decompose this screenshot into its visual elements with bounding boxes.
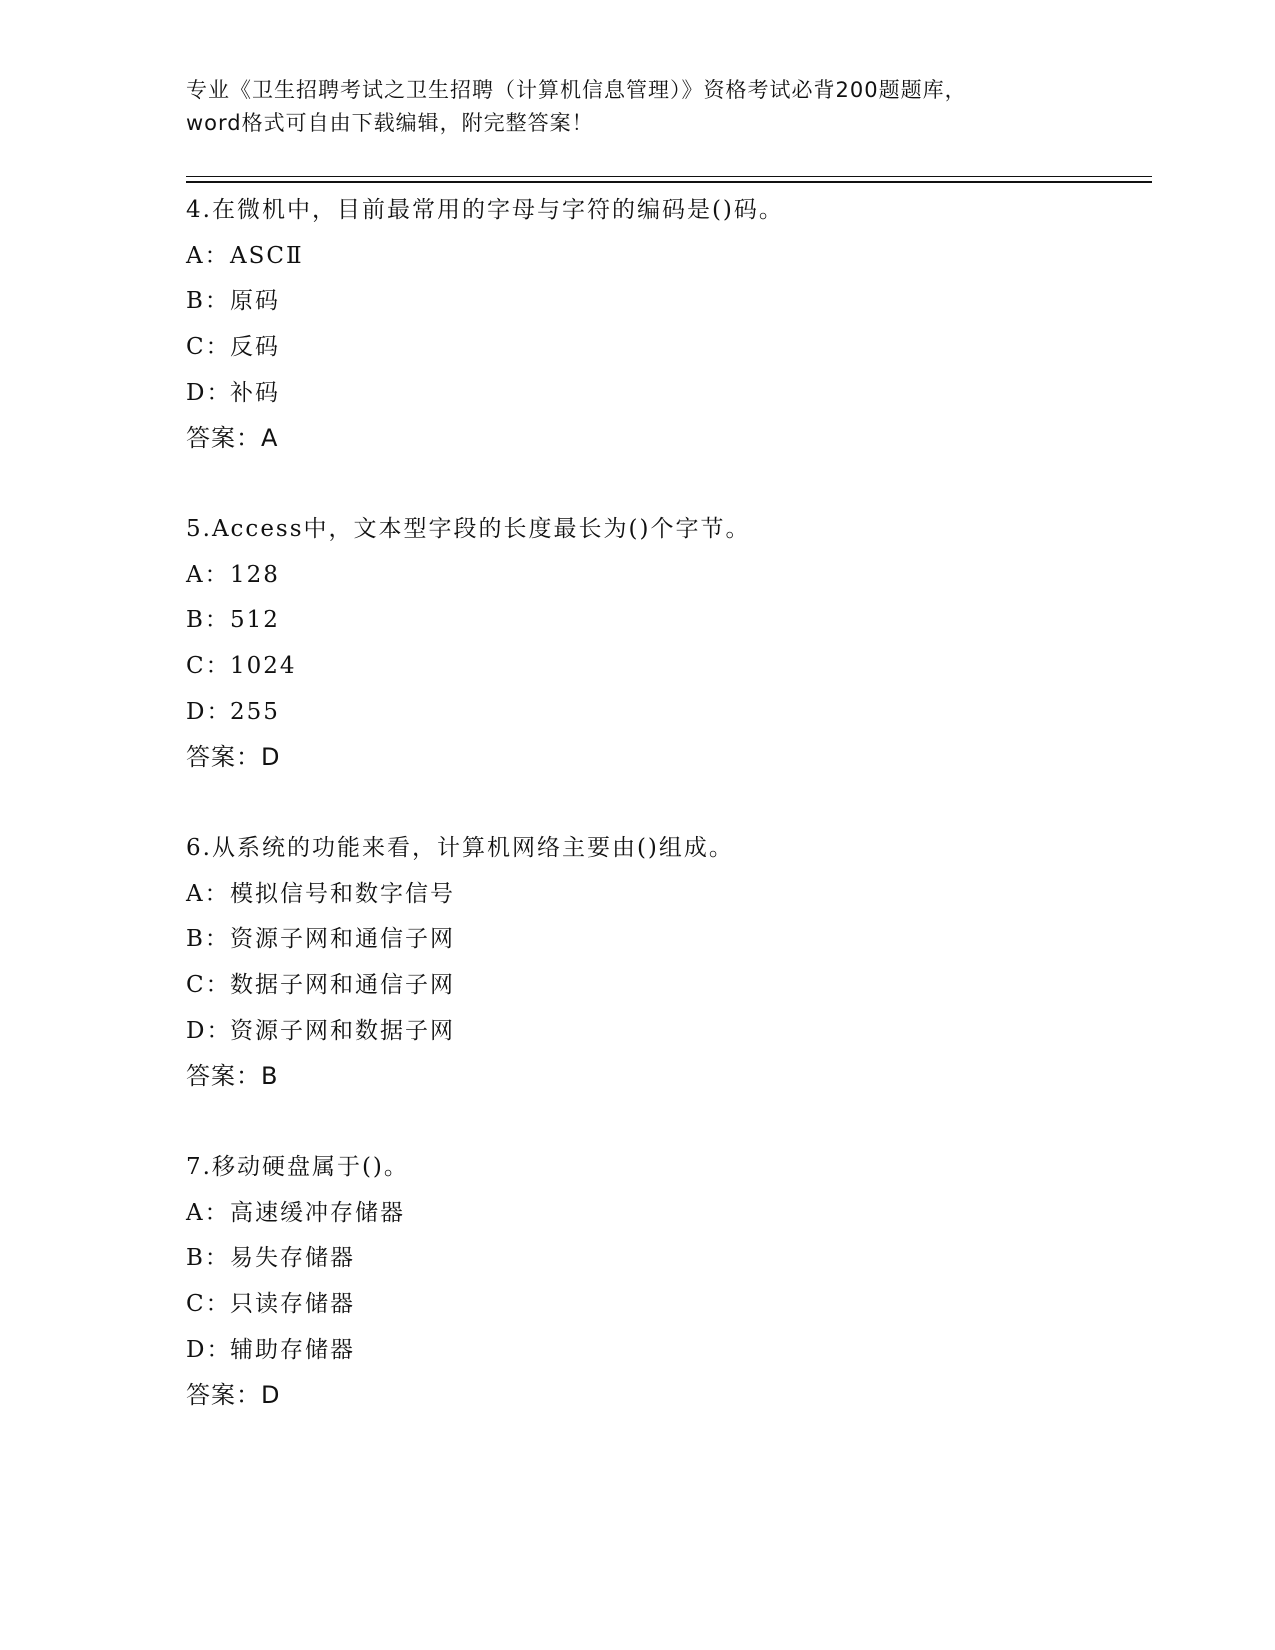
option-b	[186, 917, 1146, 963]
question-block	[186, 188, 1146, 462]
option-label: C：	[186, 972, 231, 999]
option-label: D：	[186, 1017, 232, 1044]
option-text: 1024	[230, 653, 297, 680]
option-text: 原码	[230, 288, 280, 315]
option-c	[186, 644, 1146, 690]
option-text: 只读存储器	[230, 1291, 355, 1318]
option-label: B：	[186, 288, 230, 315]
header-line-2: word格式可自由下载编辑，附完整答案！	[186, 111, 594, 135]
option-a	[186, 234, 1146, 280]
option-d	[186, 371, 1146, 417]
option-c	[186, 325, 1146, 371]
answer-line: 答案：D	[186, 743, 281, 772]
option-label: C：	[186, 653, 231, 680]
question-block	[186, 1145, 1146, 1419]
option-text: ASCⅡ	[230, 242, 304, 269]
answer-line: 答案：B	[186, 1062, 279, 1091]
option-a	[186, 553, 1146, 599]
option-text: 易失存储器	[230, 1245, 355, 1272]
option-label: C：	[186, 334, 231, 361]
option-label: A：	[186, 242, 230, 269]
question-block	[186, 507, 1146, 781]
option-label: D：	[186, 379, 232, 406]
question-text: 5.Access中，文本型字段的长度最长为()个字节。	[186, 516, 751, 542]
option-label: B：	[186, 1245, 230, 1272]
option-c	[186, 1282, 1146, 1328]
option-text: 255	[230, 698, 280, 725]
option-b	[186, 1236, 1146, 1282]
option-text: 512	[230, 607, 280, 634]
option-label: D：	[186, 698, 232, 725]
option-text: 反码	[230, 334, 280, 361]
header-divider-thick	[186, 181, 1152, 183]
option-d	[186, 1328, 1146, 1374]
option-d	[186, 1009, 1146, 1055]
option-text: 辅助存储器	[230, 1336, 355, 1363]
option-text: 数据子网和通信子网	[230, 972, 455, 999]
header-divider-thin	[186, 176, 1152, 177]
option-text: 资源子网和数据子网	[230, 1017, 455, 1044]
option-label: A：	[186, 561, 230, 588]
option-text: 高速缓冲存储器	[230, 1199, 405, 1226]
option-b	[186, 598, 1146, 644]
answer-line: 答案：A	[186, 424, 279, 453]
option-c	[186, 963, 1146, 1009]
option-label: D：	[186, 1336, 232, 1363]
header-line-1: 专业《卫生招聘考试之卫生招聘（计算机信息管理）》资格考试必背200题题库，	[186, 78, 967, 102]
question-text: 6.从系统的功能来看，计算机网络主要由()组成。	[186, 835, 734, 861]
option-text: 128	[230, 561, 280, 588]
document-header	[186, 74, 1086, 140]
option-a	[186, 872, 1146, 918]
option-a	[186, 1191, 1146, 1237]
option-label: A：	[186, 880, 230, 907]
question-text: 4.在微机中，目前最常用的字母与字符的编码是()码。	[186, 197, 784, 223]
option-d	[186, 690, 1146, 736]
option-text: 模拟信号和数字信号	[230, 880, 455, 907]
option-b	[186, 279, 1146, 325]
option-text: 补码	[230, 379, 280, 406]
answer-line: 答案：D	[186, 1381, 281, 1410]
option-text: 资源子网和通信子网	[230, 926, 455, 953]
question-block	[186, 826, 1146, 1100]
option-label: C：	[186, 1291, 231, 1318]
option-label: B：	[186, 926, 230, 953]
option-label: A：	[186, 1199, 230, 1226]
option-label: B：	[186, 607, 230, 634]
question-text: 7.移动硬盘属于()。	[186, 1154, 409, 1180]
